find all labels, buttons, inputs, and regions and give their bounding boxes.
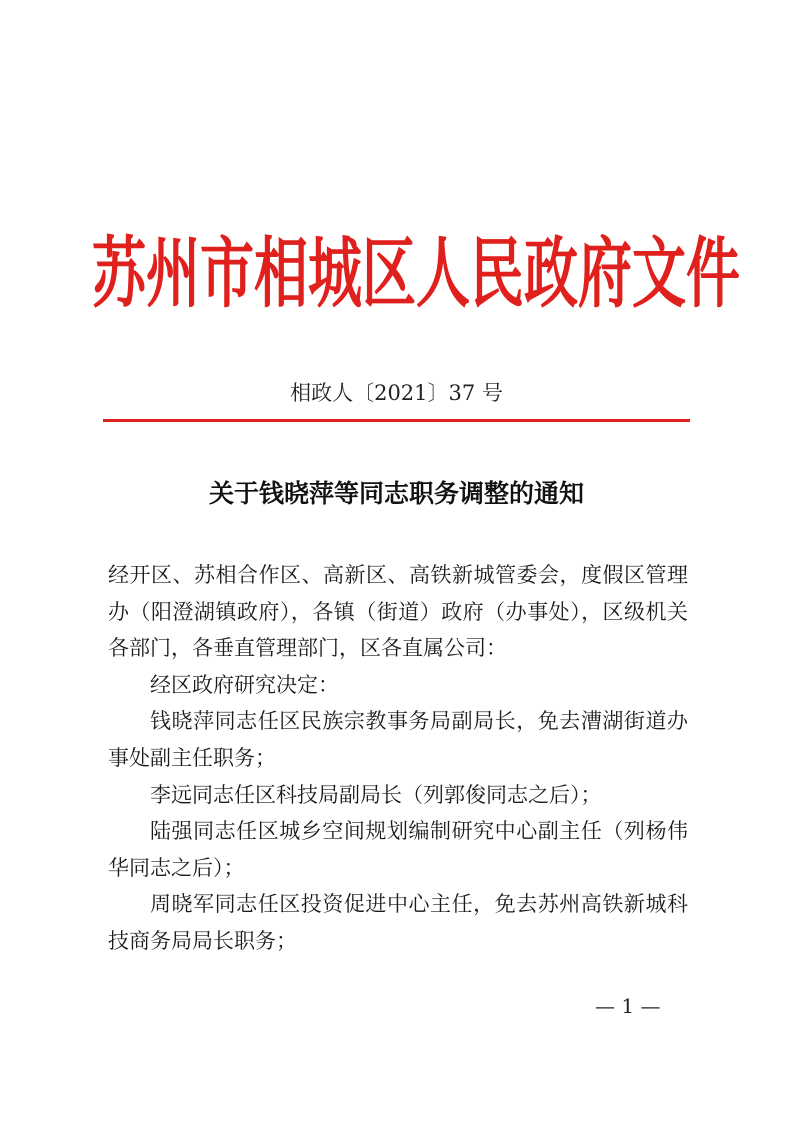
red-divider-line bbox=[103, 419, 690, 422]
document-number: 相政人〔2021〕37 号 bbox=[290, 381, 503, 405]
body-paragraph-5: 周晓军同志任区投资促进中心主任，免去苏州高铁新城科技商务局局长职务； bbox=[108, 892, 688, 953]
body-paragraph-4: 陆强同志任区城乡空间规划编制研究中心副主任（列杨伟华同志之后）； bbox=[108, 819, 688, 880]
document-body bbox=[108, 557, 688, 960]
recipients-paragraph: 经开区、苏相合作区、高新区、高铁新城管委会，度假区管理办（阳澄湖镇政府），各镇（街道）政府（办事处），区级机关各部门，各垂直管理部门，区各直属公司： bbox=[108, 563, 688, 661]
document-title: 关于钱晓萍等同志职务调整的通知 bbox=[208, 479, 584, 508]
body-paragraph-3: 李远同志任区科技局副局长（列郭俊同志之后）； bbox=[150, 782, 602, 807]
body-paragraph-1: 经区政府研究决定： bbox=[150, 672, 339, 697]
body-paragraph-2: 钱晓萍同志任区民族宗教事务局副局长，免去漕湖街道办事处副主任职务； bbox=[108, 709, 688, 770]
masthead-title: 苏 州 市 相 城 区 人 民 政 府 文 件 bbox=[92, 227, 740, 319]
page-number: — 1 — bbox=[595, 994, 661, 1018]
